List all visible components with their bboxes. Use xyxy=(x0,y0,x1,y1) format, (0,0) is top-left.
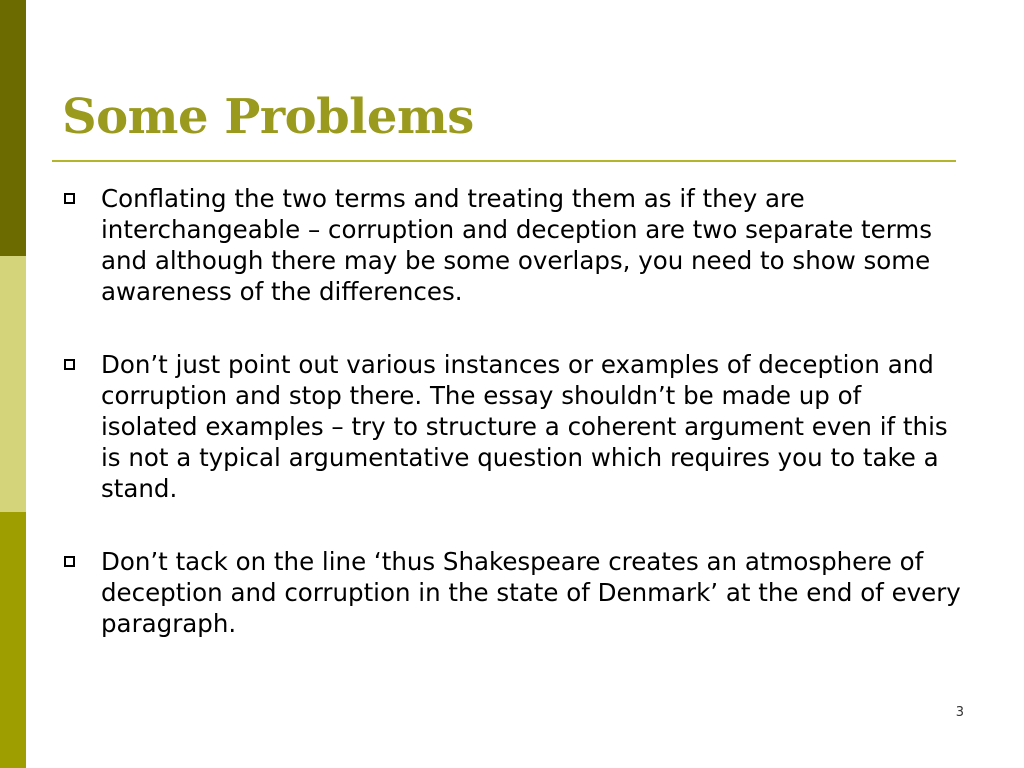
square-bullet-icon xyxy=(64,359,75,370)
bullet-text: Don’t just point out various instances or examples of deception and corruption and stop there. The essay shouldn’t be made up of isolated examples – try to structure a coherent argument even if this is not a typical argumentative question which requires you to take a stand. xyxy=(101,350,948,503)
side-bar-light xyxy=(0,256,26,512)
bullet-list xyxy=(62,183,962,681)
title-underline-rule xyxy=(52,160,956,162)
bullet-item xyxy=(62,349,962,504)
bullet-item xyxy=(62,183,962,307)
square-bullet-icon xyxy=(64,193,75,204)
bullet-text: Don’t tack on the line ‘thus Shakespeare creates an atmosphere of deception and corruption in the state of Denmark’ at the end of every paragraph. xyxy=(101,547,961,638)
bullet-text: Conflating the two terms and treating them as if they are interchangeable – corruption and deception are two separate terms and although there may be some overlaps, you need to show some awareness of the differences. xyxy=(101,184,933,306)
slide-title: Some Problems xyxy=(62,89,474,145)
page-number: 3 xyxy=(955,705,964,720)
side-bar-dark xyxy=(0,0,26,256)
square-bullet-icon xyxy=(64,556,75,567)
bullet-item xyxy=(62,546,962,639)
side-bar-mid xyxy=(0,512,26,768)
